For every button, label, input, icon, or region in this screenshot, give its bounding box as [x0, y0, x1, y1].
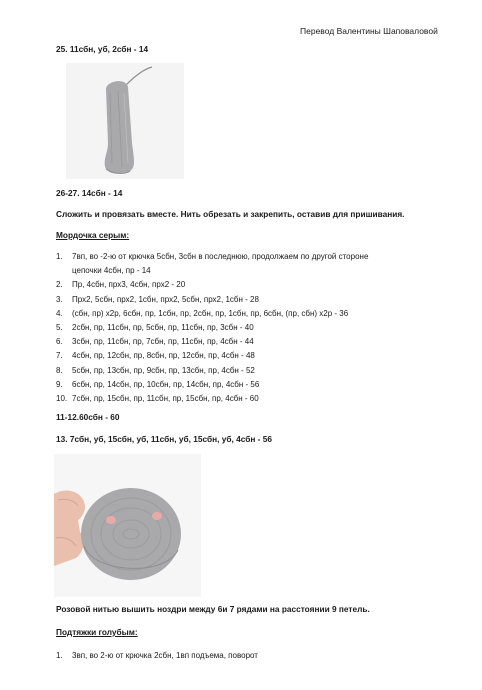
nostril-instruction: Розовой нитью вышить ноздри между 6и 7 рядами на расстоянии 9 петель. [56, 604, 370, 614]
fold-instruction: Сложить и провязать вместе. Нить обрезать и закрепить, оставив для пришивания. [56, 209, 405, 219]
straps-step-text: 3вп, во 2-ю от крючка 2сбн, 1вп подъема, поворот [72, 651, 258, 660]
straps-heading: Подтяжки голубым: [56, 627, 138, 637]
straps-step-1 [56, 650, 258, 661]
list-item: цепочки 4сбн, пр - 14 [72, 266, 151, 276]
row-11-12: 11-12.60сбн - 60 [56, 412, 120, 422]
list-item: 9. 6сбн, пр, 14сбн, пр, 10сбн, пр, 14сбн, пр, 4сбн - 56 [56, 379, 260, 389]
list-item: 5. 2сбн, пр, 11сбн, пр, 5сбн, пр, 11сбн, пр, 3сбн - 40 [56, 322, 254, 332]
muzzle-heading: Мордочка серым: [56, 230, 130, 240]
row-26-27: 26-27. 14сбн - 14 [56, 188, 123, 198]
list-item: 8. 5сбн, пр, 13сбн, пр, 9сбн, пр, 13сбн, пр, 4сбн - 52 [56, 365, 255, 375]
list-item: 3. Прх2, 5сбн, прх2, 1сбн, прх2, 5сбн, прх2, 1сбн - 28 [56, 294, 259, 304]
row-25: 25. 11сбн, уб, 2сбн - 14 [56, 44, 149, 54]
list-item: 4. (сбн, пр) х2р, 6сбн, пр, 1сбн, пр, 2сбн, пр, 1сбн, пр, 6сбн, (пр, сбн) х2р - 36 [56, 308, 349, 318]
photo-crochet-leg [66, 63, 184, 179]
list-item: 6. 3сбн, пр, 11сбн, пр, 7сбн, пр, 11сбн, пр, 4сбн - 44 [56, 337, 254, 347]
muzzle-steps-list [56, 250, 368, 406]
photo-crochet-muzzle [54, 454, 201, 597]
list-item: 7. 4сбн, пр, 12сбн, пр, 8сбн, пр, 12сбн, пр, 4сбн - 48 [56, 351, 255, 361]
list-item: 1. 7вп, во -2-ю от крючка 5сбн, 3сбн в последнюю, продолжаем по другой стороне [56, 252, 369, 261]
straps-step-number: 1. [56, 651, 63, 660]
crochet-muzzle-image [54, 454, 201, 597]
translator-credit: Перевод Валентины Шаповаловой [300, 26, 438, 36]
crochet-leg-image [66, 63, 184, 179]
row-13: 13. 7сбн, уб, 15сбн, уб, 11сбн, уб, 15сбн, уб, 4сбн - 56 [56, 434, 272, 444]
list-item: 10. 7сбн, пр, 15сбн, пр, 11сбн, пр, 15сбн, пр, 4сбн - 60 [56, 393, 259, 403]
list-item: 2. Пр, 4сбн, прх3, 4сбн, прх2 - 20 [56, 280, 186, 290]
